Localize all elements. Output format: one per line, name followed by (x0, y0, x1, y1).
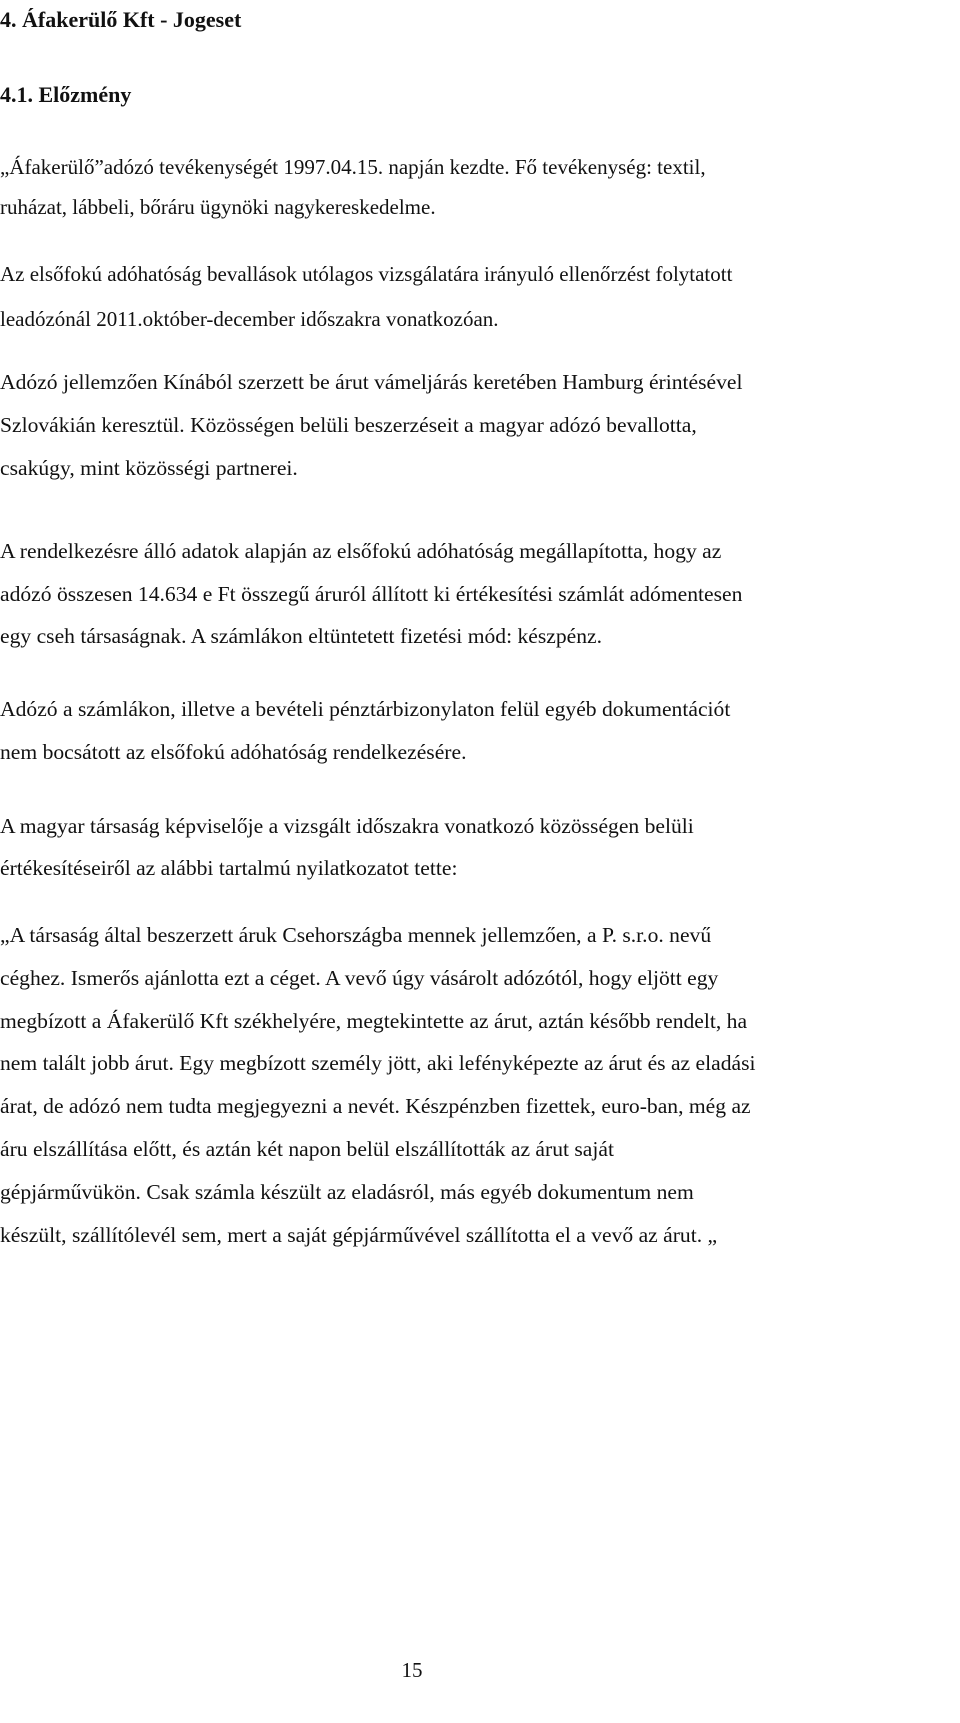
text-line: céghez. Ismerős ajánlotta ezt a céget. A vevő úgy vásárolt adózótól, hogy eljött egy (0, 965, 719, 990)
page-number: 15 (401, 1658, 423, 1682)
text-line: A magyar társaság képviselője a vizsgált időszakra vonatkozó közösségen belüli (0, 814, 694, 838)
paragraph-audit (0, 252, 950, 342)
text-line: árat, de adózó nem tudta megjegyezni a nevét. Készpénzben fizettek, euro-ban, még az (0, 1094, 751, 1119)
text-line: Adózó a számlákon, illetve a bevételi pénztárbizonylaton felül egyéb dokumentációt (0, 697, 731, 721)
text-line: „Áfakerülő”adózó tevékenységét 1997.04.15. napján kezdte. Fő tevékenység: textil, (0, 155, 706, 179)
text-line: csakúgy, mint közösségi partnerei. (0, 456, 298, 480)
text-line: Az elsőfokú adóhatóság bevallások utólagos vizsgálatára irányuló ellenőrzést folytatott (0, 262, 733, 286)
text-line: gépjárművükön. Csak számla készült az eladásról, más egyéb dokumentum nem (0, 1179, 694, 1204)
paragraph-procurement (0, 361, 950, 490)
text-line: készült, szállítólevél sem, mert a saját gépjárművével szállította el a vevő az árut. „ (0, 1222, 718, 1247)
text-line: áru elszállítása előtt, és aztán két napon belül elszállították az árut saját (0, 1136, 614, 1161)
text-line: adózó összesen 14.634 e Ft összegű áruról állított ki értékesítési számlát adómentesen (0, 581, 743, 606)
text-line: ruházat, lábbeli, bőráru ügynöki nagykereskedelme. (0, 195, 436, 219)
text-line: nem bocsátott az elsőfokú adóhatóság rendelkezésére. (0, 740, 467, 764)
text-line: Adózó jellemzően Kínából szerzett be árut vámeljárás keretében Hamburg érintésével (0, 370, 743, 394)
text-line: megbízott a Áfakerülő Kft székhelyére, megtekintette az árut, aztán később rendelt, ha (0, 1008, 748, 1033)
text-line: A rendelkezésre álló adatok alapján az elsőfokú adóhatóság megállapította, hogy az (0, 539, 722, 563)
text-line: egy cseh társaságnak. A számlákon eltüntetett fizetési mód: készpénz. (0, 624, 603, 648)
paragraph-quoted-statement (0, 914, 950, 1256)
paragraph-findings (0, 530, 950, 658)
text-line: „A társaság által beszerzett áruk Csehországba mennek jellemzően, a P. s.r.o. nevű (0, 923, 712, 947)
text-line: Szlovákián keresztül. Közösségen belüli beszerzéseit a magyar adózó bevallotta, (0, 413, 697, 437)
paragraph-documentation (0, 688, 950, 774)
paragraph-background (0, 147, 950, 227)
section-heading: 4. Áfakerülő Kft - Jogeset (0, 7, 242, 32)
paragraph-statement-intro (0, 805, 950, 889)
subsection-heading: 4.1. Előzmény (0, 82, 132, 107)
text-line: leadózónál 2011.október-december időszakra vonatkozóan. (0, 307, 499, 331)
text-line: értékesítéseiről az alábbi tartalmú nyilatkozatot tette: (0, 856, 458, 880)
text-line: nem talált jobb árut. Egy megbízott személy jött, aki lefényképezte az árut és az eladási (0, 1051, 756, 1076)
